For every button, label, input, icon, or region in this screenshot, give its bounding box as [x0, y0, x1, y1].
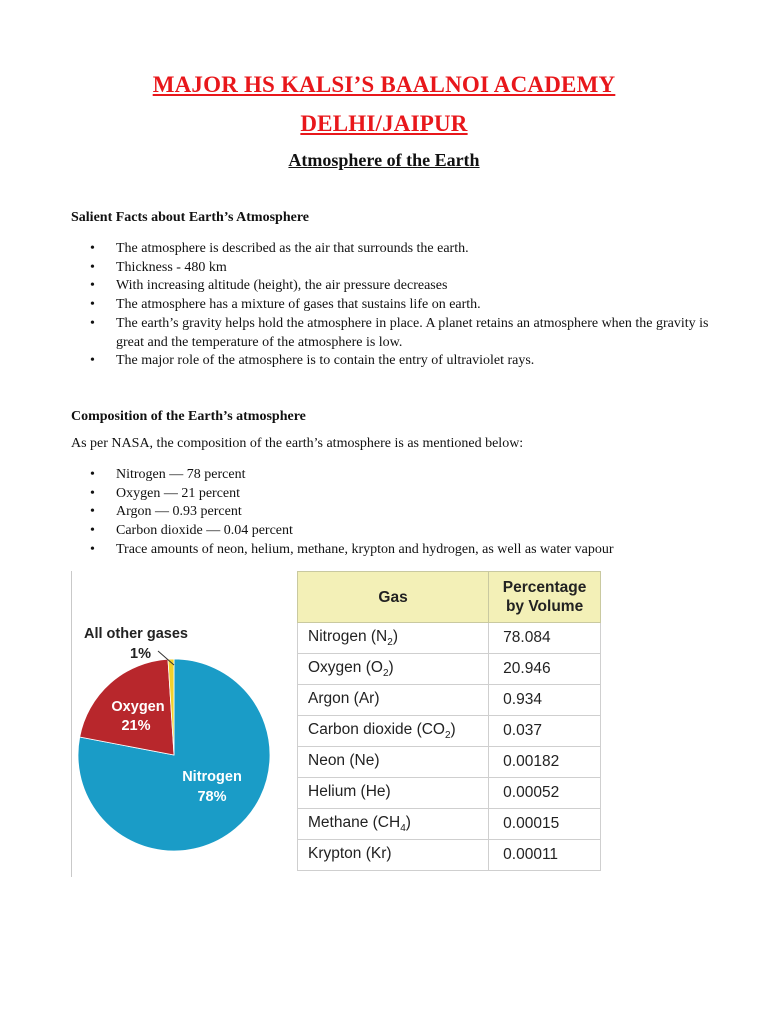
salient-facts-heading: Salient Facts about Earth’s Atmosphere [71, 210, 309, 225]
table-row [298, 685, 601, 716]
nitrogen-name-label: Nitrogen [182, 769, 242, 785]
list-item: • Trace amounts of neon, helium, methane, krypton and hydrogen, as well as water vapour [90, 541, 710, 560]
gas-name-cell: Krypton (Kr) [298, 840, 489, 871]
list-item: • Argon — 0.93 percent [90, 503, 710, 522]
list-item: • The earth’s gravity helps hold the atmosphere in place. A planet retains an atmosphere when the gravity is great and the temperature of the atmosphere is low. [90, 315, 710, 352]
oxygen-name-label: Oxygen [111, 699, 165, 715]
percentage-cell: 0.037 [489, 716, 601, 747]
percentage-cell: 0.00011 [489, 840, 601, 871]
composition-intro: As per NASA, the composition of the earth’s atmosphere is as mentioned below: [71, 436, 524, 451]
percentage-cell: 0.934 [489, 685, 601, 716]
list-item: • With increasing altitude (height), the air pressure decreases [90, 277, 710, 296]
list-item: • The atmosphere is described as the air that surrounds the earth. [90, 240, 710, 259]
salient-facts-list [90, 240, 710, 371]
list-item: • The atmosphere has a mixture of gases that sustains life on earth. [90, 296, 710, 315]
other-gases-pct-label: 1% [130, 646, 151, 662]
percentage-header-line1: Percentage [502, 579, 587, 596]
gas-name-cell: Helium (He) [298, 778, 489, 809]
table-row [298, 840, 601, 871]
percentage-cell: 20.946 [489, 654, 601, 685]
table-header-row [298, 572, 601, 623]
percentage-column-header [489, 572, 601, 623]
gas-name-cell: Methane $(CH_4)$ [298, 809, 489, 840]
other-gases-name-label: All other gases [84, 626, 188, 642]
table-row [298, 778, 601, 809]
oxygen-pct-label: 21% [121, 718, 151, 734]
composition-heading: Composition of the Earth’s atmosphere [71, 409, 306, 424]
list-item: • Oxygen — 21 percent [90, 485, 710, 504]
list-item: • Thickness - 480 km [90, 259, 710, 278]
percentage-header-line2: by Volume [505, 598, 584, 615]
list-item: • The major role of the atmosphere is to contain the entry of ultraviolet rays. [90, 352, 710, 371]
percentage-cell: 78.084 [489, 623, 601, 654]
gas-composition-table [297, 571, 601, 871]
table-row [298, 747, 601, 778]
gas-name-cell: Argon (Ar) [298, 685, 489, 716]
list-item: • Carbon dioxide — 0.04 percent [90, 522, 710, 541]
document-title: Atmosphere of the Earth [288, 150, 480, 170]
composition-list [90, 466, 710, 560]
gas-name-cell: Nitrogen $(N_2)$ [298, 623, 489, 654]
table-row [298, 809, 601, 840]
academy-heading: MAJOR HS KALSI’S BAALNOI ACADEMY [152, 72, 616, 97]
pie-chart-panel [71, 571, 290, 877]
list-item: • Nitrogen — 78 percent [90, 466, 710, 485]
gas-column-header: Gas [298, 572, 489, 623]
gas-name-cell: Carbon dioxide $(CO_2)$ [298, 716, 489, 747]
composition-figure [71, 571, 601, 877]
table-row [298, 623, 601, 654]
gas-name-cell: Oxygen $(O_2)$ [298, 654, 489, 685]
percentage-cell: 0.00015 [489, 809, 601, 840]
nitrogen-pct-label: 78% [197, 789, 227, 805]
gas-name-cell: Neon (Ne) [298, 747, 489, 778]
table-row [298, 654, 601, 685]
city-heading: DELHI/JAIPUR [300, 111, 468, 136]
percentage-cell: 0.00182 [489, 747, 601, 778]
percentage-cell: 0.00052 [489, 778, 601, 809]
table-row [298, 716, 601, 747]
pie-chart [72, 571, 290, 877]
